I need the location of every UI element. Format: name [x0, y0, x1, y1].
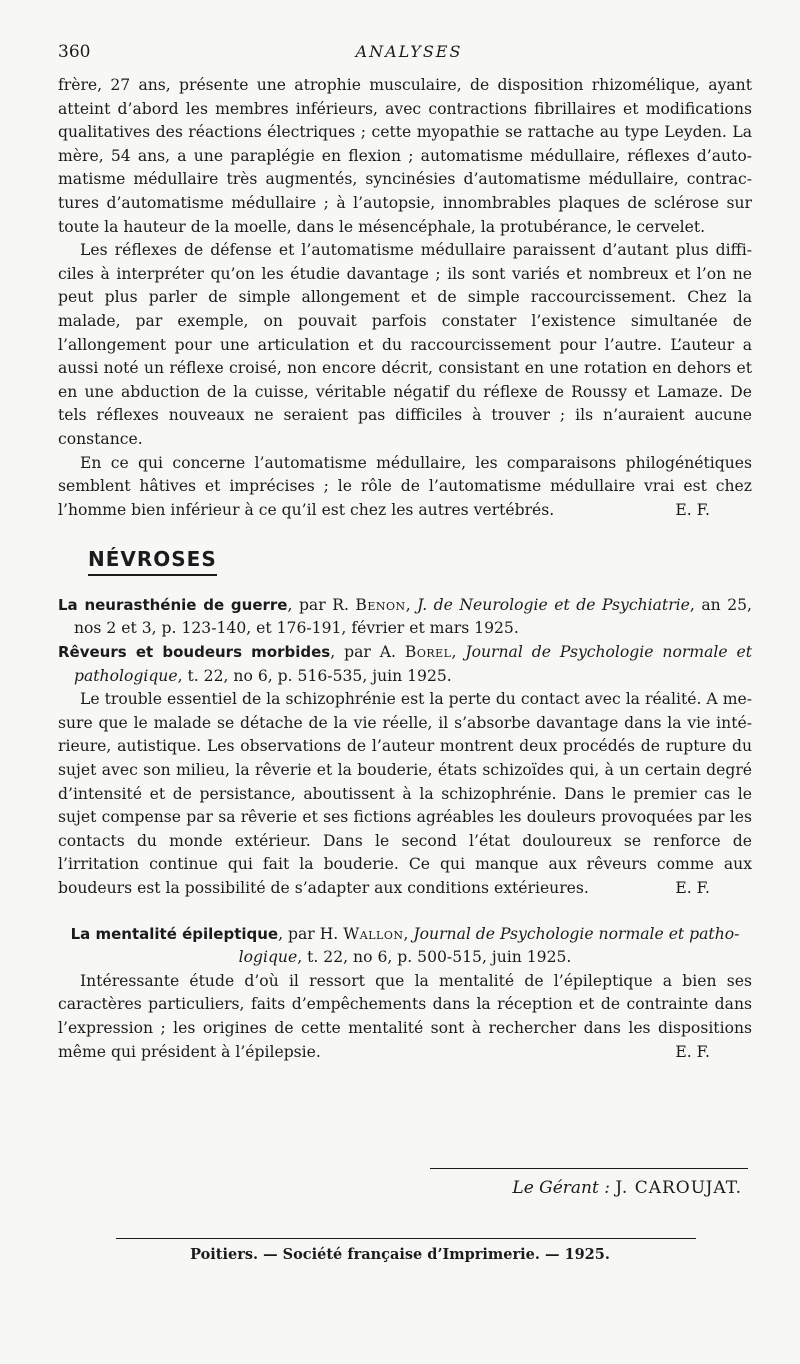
entry-separator: , — [405, 595, 418, 614]
page-number: 360 — [58, 42, 91, 62]
signature: E. F. — [675, 500, 710, 519]
entry-by: , par A. — [330, 643, 405, 662]
entry-summary-3 — [58, 970, 752, 1064]
entry-details: , t. 22, no 6, p. 516-535, juin 1925. — [177, 666, 452, 685]
entry-journal: Journal de Psychologie normale et pathologique — [74, 643, 752, 685]
entry-journal: J. de Neurologie et de Psychiatrie — [417, 595, 690, 614]
page-body — [58, 74, 752, 1064]
section-title: NÉVROSES — [88, 548, 217, 576]
entry-author: Benon — [355, 595, 406, 614]
gerant-label: Le Gérant : — [512, 1178, 610, 1198]
footer-divider — [116, 1238, 696, 1239]
reference-entry-3 — [58, 923, 752, 970]
entry-details: , t. 22, no 6, p. 500-515, juin 1925. — [297, 948, 572, 967]
summary-text: Le trouble essentiel de la schizophrénie est la perte du contact avec la réalité. A mesure que le malade se détache de la vie réelle, il s’absorbe davantage dans la vie intérieure, autistique. Les observations de l’auteur montrent deux procédés de rupture du sujet avec son milieu, la rêverie et la bouderie, états schizoïdes qui, à un certain degré d’intensité et de persistance, aboutissent à la schizophrénie. Dans le premier cas le sujet compense par sa rêverie et ses fictions agréables les douleurs provoquées par les contacts du monde extérieur. Dans le second l’état douloureux se renforce de l’irritation continue qui fait la bouderie. Ce qui manque aux rêveurs comme aux boudeurs est la possibilité de s’adapter aux conditions extérieures. — [58, 690, 752, 897]
entry-summary-2 — [58, 688, 752, 900]
entry-by: , par H. — [278, 924, 344, 943]
gerant-divider — [430, 1168, 748, 1169]
continuation-paragraph-2: Les réflexes de défense et l’automatisme médullaire paraissent d’autant plus difficiles à interpréter qu’on les étudie davantage ; ils sont variés et nombreux et l’on ne peut plus parler de simple allongement et de simple raccourcissement. Chez la malade, par exemple, on pouvait parfois constater l’existence simultanée de l’allongement pour une articulation et du raccourcissement pour l’autre. L’auteur a aussi noté un réflexe croisé, non encore décrit, consistant en une rotation en dehors et en une abduction de la cuisse, véritable négatif du réflexe de Roussy et Lamaze. De tels réflexes nouveaux ne seraient pas difficiles à trouver ; ils n’auraient aucune constance. — [58, 241, 752, 448]
reference-entry-2 — [58, 641, 752, 688]
entry-separator: , — [403, 924, 414, 943]
reference-entry-1 — [58, 594, 752, 641]
signature: E. F. — [675, 879, 710, 897]
entry-author: Wallon — [343, 924, 404, 943]
running-title: ANALYSES — [355, 42, 463, 61]
entry-title: Rêveurs et boudeurs morbides — [58, 643, 331, 662]
continuation-paragraph-1: frère, 27 ans, présente une atrophie musculaire, de disposition rhizomélique, ayant atteint d’abord les membres inférieurs, avec contractions fibrillaires et modifications qualitatives des réactions électriques ; cette myopathie se rattache au type Leyden. La mère, 54 ans, a une paraplégie en flexion ; automatisme médullaire, réflexes d’automatisme médullaire très augmentés, syncinésies d’automatisme médullaire, contractures d’automatisme médullaire ; à l’autopsie, innombrables plaques de sclérose sur toute la hauteur de la moelle, dans le mésencéphale, la protubérance, le cervelet. — [58, 76, 752, 236]
entry-details: , an 25, nos 2 et 3, p. 123-140, et 176-191, février et mars 1925. — [74, 595, 752, 638]
paragraph-text: En ce qui concerne l’automatisme médullaire, les comparaisons philogénétiques semblent hâtives et imprécises ; le rôle de l’automatisme médullaire vrai est chez l’homme bien inférieur à ce qu’il est chez les autres vertébrés. — [58, 453, 752, 519]
gerant-line — [512, 1178, 742, 1198]
continuation-paragraph-3 — [58, 452, 752, 523]
entry-author: Borel — [404, 643, 452, 662]
gerant-name: J. CAROUJAT. — [615, 1178, 742, 1198]
summary-text: Intéressante étude d’où il ressort que la mentalité de l’épileptique a bien ses caractères particuliers, faits d’empêchements dans la réception et de contrainte dans l’expression ; les origines de cette mentalité sont à rechercher dans les dispositions même qui président à l’épilepsie. — [58, 971, 752, 1061]
page-header — [58, 42, 760, 66]
printer-imprint: Poitiers. — Société française d’Imprimerie. — 1925. — [190, 1246, 610, 1263]
entry-title: La neurasthénie de guerre — [58, 595, 288, 614]
entry-separator: , — [451, 643, 466, 662]
entry-by: , par R. — [287, 595, 356, 614]
entry-journal: Journal de Psychologie normale et pathologique — [238, 924, 740, 967]
entry-title: La mentalité épileptique — [70, 924, 279, 943]
signature: E. F. — [675, 1042, 710, 1061]
